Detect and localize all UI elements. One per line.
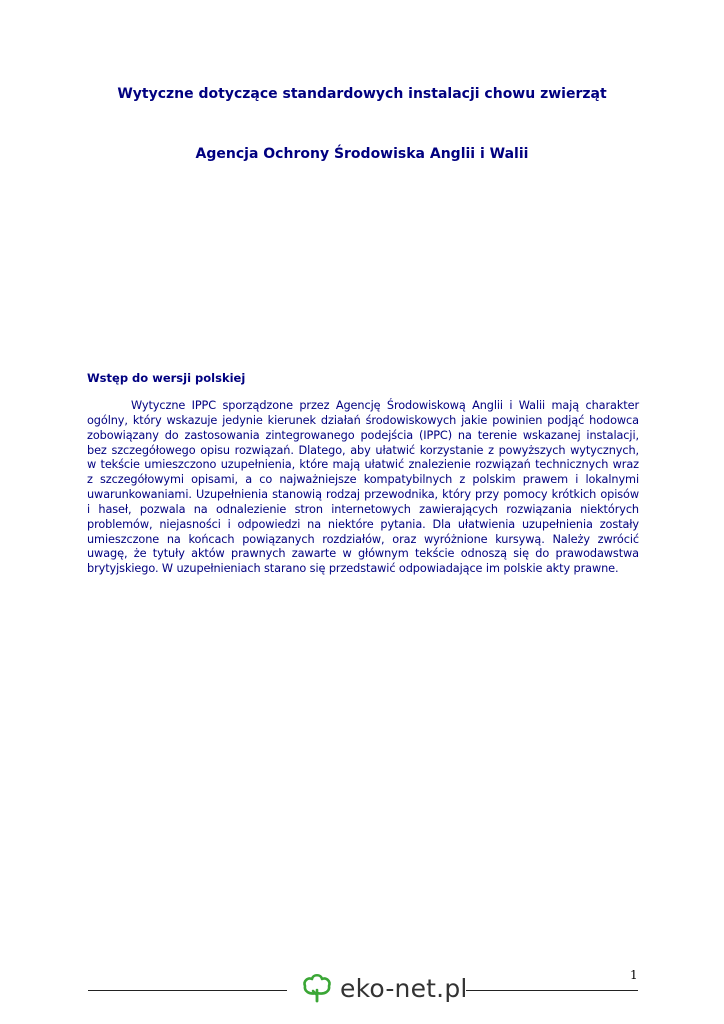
logo-text: eko-net.pl <box>340 973 468 1003</box>
tree-icon <box>300 971 334 1005</box>
page-number: 1 <box>630 968 638 982</box>
footer-rule-left <box>88 990 287 991</box>
footer-logo <box>300 970 468 1006</box>
section-heading: Wstęp do wersji polskiej <box>87 371 246 385</box>
document-title: Wytyczne dotyczące standardowych instalacji chowu zwierząt <box>117 86 607 102</box>
footer-rule-right <box>466 990 638 991</box>
intro-paragraph: Wytyczne IPPC sporządzone przez Agencję Środowiskową Anglii i Walii mają charakter ogólny, który wskazuje jedynie kierunek działań środowiskowych jakie powinien podjąć hodowca zobowiązany do zastosowania zintegrowanego podejścia (IPPC) na terenie wskazanej instalacji, bez szczegółowego opisu rozwiązań. Dlatego, aby ułatwić korzystanie z powyższych wytycznych, w tekście umieszczono uzupełnienia, które mają ułatwić znalezienie rozwiązań technicznych wraz z szczegółowymi opisami, a co najważniejsze kompatybilnych z polskim prawem i lokalnymi uwarunkowaniami. Uzupełnienia stanowią rodzaj przewodnika, który przy pomocy krótkich opisów i haseł, pozwala na odnalezienie stron internetowych zawierających rozwiązania niektórych problemów, niejasności i odpowiedzi na niektóre pytania. Dla ułatwienia uzupełnienia zostały umieszczone na końcach powiązanych rozdziałów, oraz wyróżnione kursywą. Należy zwrócić uwagę, że tytuły aktów prawnych zawarte w głównym tekście odnoszą się do prawodawstwa brytyjskiego. W uzupełnieniach starano się przedstawić odpowiadające im polskie akty prawne. <box>87 399 639 576</box>
document-subtitle: Agencja Ochrony Środowiska Anglii i Walii <box>195 146 529 162</box>
